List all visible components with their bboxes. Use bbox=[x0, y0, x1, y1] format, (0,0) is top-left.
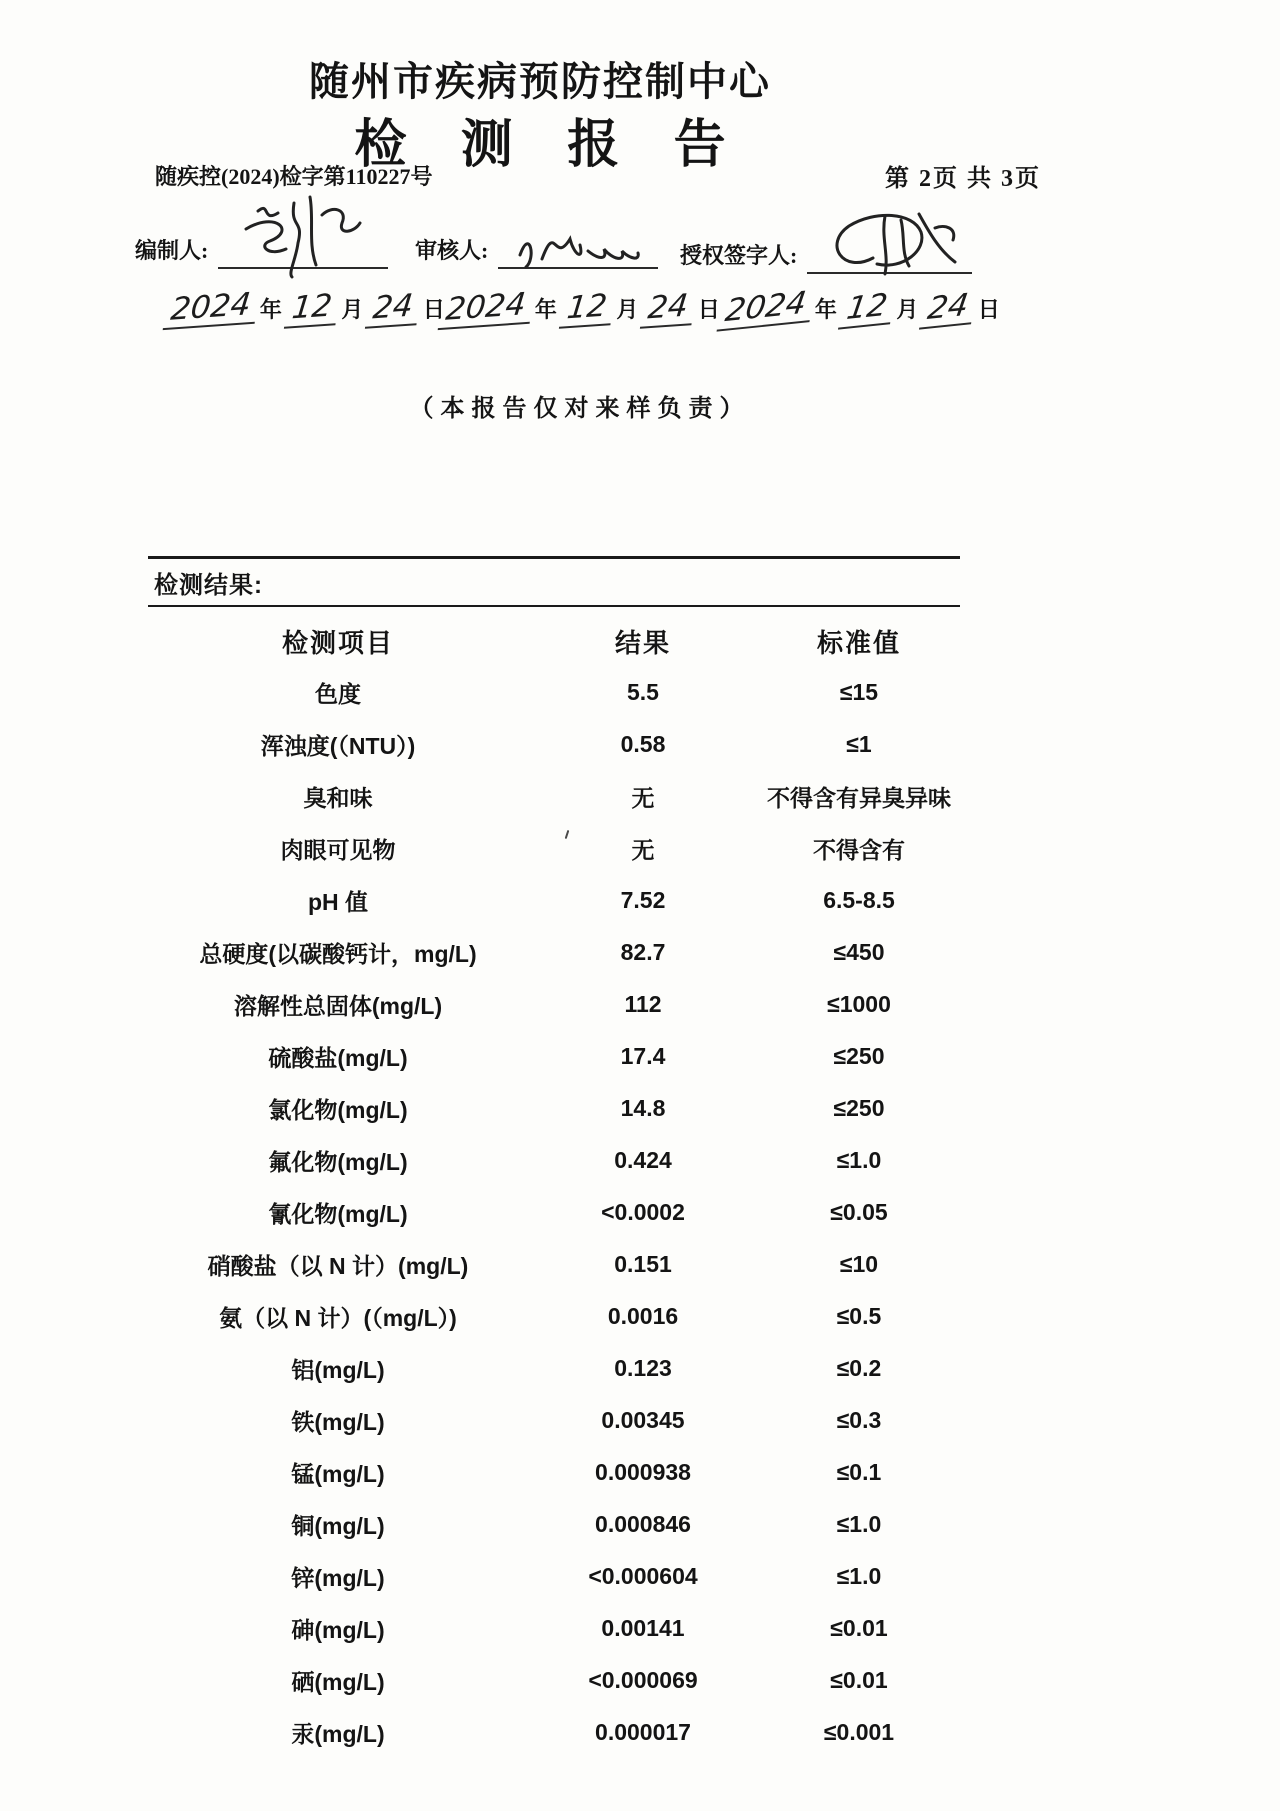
row-item-cell: 肉眼可见物 bbox=[280, 836, 396, 863]
row-item-cell: 氯化物(mg/L) bbox=[268, 1096, 408, 1123]
row-standard-cell: ≤1.0 bbox=[836, 1510, 882, 1537]
org-name: 随州市疾病预防控制中心 bbox=[309, 60, 771, 104]
table-row bbox=[148, 1134, 960, 1186]
preparer-signature-image bbox=[228, 185, 378, 277]
month-unit: 月 bbox=[896, 297, 919, 322]
reviewer-date-year: 2024 bbox=[438, 289, 534, 330]
row-standard-cell: ≤0.5 bbox=[836, 1302, 882, 1329]
results-section bbox=[148, 556, 960, 1758]
authorized-date-year: 2024 bbox=[717, 287, 815, 331]
results-section-label: 检测结果: bbox=[154, 572, 263, 599]
table-row bbox=[148, 1706, 960, 1758]
table-row bbox=[148, 1498, 960, 1550]
row-result-cell: 0.151 bbox=[614, 1250, 672, 1277]
table-row bbox=[148, 1394, 960, 1446]
row-result-cell: 0.00141 bbox=[601, 1614, 685, 1641]
row-item-cell: 硒(mg/L) bbox=[291, 1668, 385, 1695]
reviewer-date-day: 24 bbox=[640, 290, 696, 329]
reviewer-label: 审核人: bbox=[415, 238, 489, 263]
row-standard-cell: ≤250 bbox=[833, 1042, 885, 1069]
row-item-cell: 铁(mg/L) bbox=[291, 1408, 385, 1435]
row-item-cell: 铜(mg/L) bbox=[291, 1512, 385, 1539]
preparer-signature-line bbox=[218, 205, 388, 269]
row-result-cell: 0.000017 bbox=[595, 1718, 691, 1745]
row-result-cell: 14.8 bbox=[620, 1094, 666, 1121]
row-result-cell: 5.5 bbox=[627, 678, 659, 705]
row-standard-cell: ≤10 bbox=[839, 1250, 879, 1277]
table-row bbox=[148, 978, 960, 1030]
authorized-date-day: 24 bbox=[919, 289, 977, 329]
row-item-cell: 色度 bbox=[315, 680, 361, 707]
authorized-signer-block bbox=[680, 210, 972, 274]
month-unit: 月 bbox=[341, 297, 364, 322]
year-unit: 年 bbox=[259, 297, 282, 322]
row-standard-cell: ≤450 bbox=[833, 938, 885, 965]
report-title: 检 测 报 告 bbox=[354, 116, 746, 174]
table-row bbox=[148, 874, 960, 926]
row-result-cell: 0.000938 bbox=[595, 1458, 691, 1485]
row-item-cell: 氟化物(mg/L) bbox=[268, 1148, 408, 1175]
authorized-date-month: 12 bbox=[838, 289, 896, 329]
reviewer-date-month: 12 bbox=[559, 290, 615, 329]
table-row bbox=[148, 1446, 960, 1498]
row-standard-cell: ≤1.0 bbox=[836, 1562, 882, 1589]
row-result-cell: 无 bbox=[631, 784, 655, 811]
preparer-date bbox=[165, 286, 445, 328]
row-item-cell: 锌(mg/L) bbox=[291, 1564, 385, 1591]
row-standard-cell: ≤1.0 bbox=[836, 1146, 882, 1173]
header-item: 检测项目 bbox=[281, 628, 394, 658]
table-row bbox=[148, 1654, 960, 1706]
day-unit: 日 bbox=[697, 297, 720, 322]
table-row bbox=[148, 1602, 960, 1654]
doc-number: 随疾控(2024)检字第110227号 bbox=[155, 164, 433, 189]
table-row bbox=[148, 1082, 960, 1134]
row-item-cell: 浑浊度(（NTU）) bbox=[260, 732, 416, 759]
row-result-cell: 7.52 bbox=[620, 886, 666, 913]
preparer-signature-block bbox=[135, 205, 388, 269]
row-item-cell: 氨（以 N 计）(（mg/L）) bbox=[219, 1304, 457, 1331]
row-result-cell: 无 bbox=[631, 836, 655, 863]
authorized-signer-label: 授权签字人: bbox=[680, 243, 798, 268]
table-row bbox=[148, 926, 960, 978]
row-item-cell: 臭和味 bbox=[303, 784, 373, 811]
month-unit: 月 bbox=[616, 297, 639, 322]
table-row bbox=[148, 1238, 960, 1290]
authorized-signer-signature-image bbox=[817, 202, 977, 282]
preparer-label: 编制人: bbox=[135, 238, 209, 263]
authorized-signer-date bbox=[720, 284, 1000, 330]
header-standard: 标准值 bbox=[816, 628, 901, 658]
preparer-date-month: 12 bbox=[284, 290, 340, 329]
row-item-cell: 溶解性总固体(mg/L) bbox=[233, 992, 443, 1019]
row-result-cell: <0.000069 bbox=[588, 1666, 698, 1693]
row-item-cell: 汞(mg/L) bbox=[291, 1720, 385, 1747]
reviewer-signature-image bbox=[508, 207, 658, 277]
header-result: 结果 bbox=[614, 628, 671, 658]
row-result-cell: 112 bbox=[624, 990, 662, 1017]
row-item-cell: 铝(mg/L) bbox=[291, 1356, 385, 1383]
row-item-cell: 砷(mg/L) bbox=[291, 1616, 385, 1643]
row-item-cell: 硫酸盐(mg/L) bbox=[268, 1044, 408, 1071]
table-row bbox=[148, 666, 960, 718]
row-standard-cell: ≤0.05 bbox=[830, 1198, 888, 1225]
row-result-cell: <0.000604 bbox=[588, 1562, 698, 1589]
row-item-cell: 氰化物(mg/L) bbox=[268, 1200, 408, 1227]
row-standard-cell: ≤0.01 bbox=[830, 1614, 888, 1641]
table-row bbox=[148, 1342, 960, 1394]
row-standard-cell: ≤0.3 bbox=[836, 1406, 882, 1433]
row-result-cell: 17.4 bbox=[620, 1042, 666, 1069]
year-unit: 年 bbox=[814, 297, 837, 322]
preparer-date-day: 24 bbox=[365, 290, 421, 329]
row-standard-cell: 不得含有 bbox=[813, 836, 905, 863]
table-row bbox=[148, 1030, 960, 1082]
results-table-header bbox=[148, 607, 960, 666]
table-row bbox=[148, 718, 960, 770]
table-row bbox=[148, 1290, 960, 1342]
day-unit: 日 bbox=[977, 297, 1000, 322]
row-standard-cell: ≤0.1 bbox=[836, 1458, 882, 1485]
reviewer-signature-block bbox=[415, 205, 658, 269]
row-standard-cell: ≤15 bbox=[839, 678, 879, 705]
row-standard-cell: 不得含有异臭异味 bbox=[767, 784, 951, 811]
page-number: 第 2页 共 3页 bbox=[885, 166, 1041, 192]
year-unit: 年 bbox=[534, 297, 557, 322]
row-result-cell: 82.7 bbox=[620, 938, 666, 965]
authorized-signer-signature-line bbox=[807, 210, 972, 274]
row-result-cell: 0.58 bbox=[620, 730, 666, 757]
row-result-cell: 0.123 bbox=[614, 1354, 672, 1381]
row-item-cell: 硝酸盐（以 N 计）(mg/L) bbox=[207, 1252, 469, 1279]
row-item-cell: 总硬度(以碳酸钙计，mg/L) bbox=[199, 940, 477, 967]
row-standard-cell: ≤0.2 bbox=[836, 1354, 882, 1381]
sample-disclaimer: （本报告仅对来样负责） bbox=[409, 396, 751, 422]
row-result-cell: 0.000846 bbox=[595, 1510, 691, 1537]
row-result-cell: 0.424 bbox=[614, 1146, 672, 1173]
row-standard-cell: ≤0.01 bbox=[830, 1666, 888, 1693]
row-standard-cell: ≤1 bbox=[846, 730, 872, 757]
table-row bbox=[148, 1186, 960, 1238]
reviewer-signature-line bbox=[498, 205, 658, 269]
table-row bbox=[148, 822, 960, 874]
row-result-cell: <0.0002 bbox=[601, 1198, 685, 1225]
table-row bbox=[148, 1550, 960, 1602]
preparer-date-year: 2024 bbox=[163, 289, 259, 330]
reviewer-date bbox=[440, 286, 720, 328]
row-result-cell: 0.00345 bbox=[601, 1406, 685, 1433]
day-unit: 日 bbox=[422, 297, 445, 322]
table-row bbox=[148, 770, 960, 822]
row-item-cell: 锰(mg/L) bbox=[291, 1460, 385, 1487]
row-result-cell: 0.0016 bbox=[607, 1302, 679, 1329]
row-standard-cell: ≤250 bbox=[833, 1094, 885, 1121]
results-rows bbox=[148, 666, 960, 1758]
row-standard-cell: ≤0.001 bbox=[823, 1718, 895, 1745]
row-item-cell: pH 值 bbox=[307, 888, 369, 915]
row-standard-cell: 6.5-8.5 bbox=[823, 886, 895, 913]
row-standard-cell: ≤1000 bbox=[827, 990, 891, 1017]
